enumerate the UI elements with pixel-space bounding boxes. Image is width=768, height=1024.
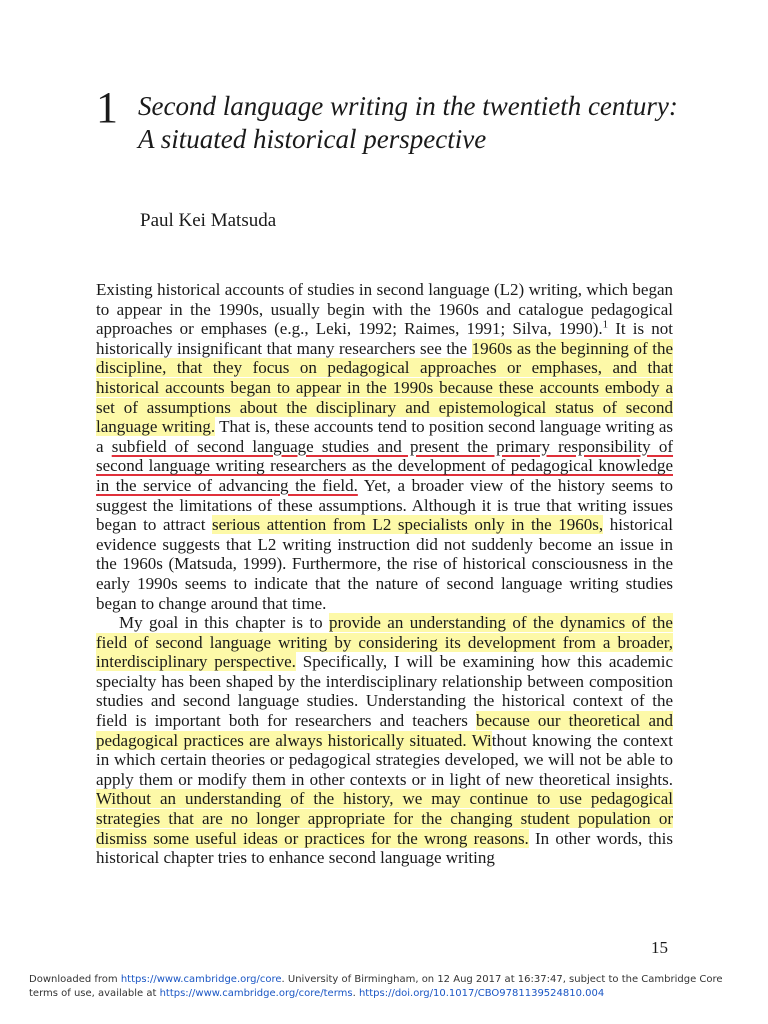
terms-link[interactable]: https://www.cambridge.org/core/terms	[159, 988, 353, 999]
body-text	[96, 280, 673, 868]
paragraph-2: My goal in this chapter is to provide an understanding of the dynamics of the field of second language writing by considering its development from a broader, interdisciplinary perspective. Specifically, I will be examining how this academic specialty has been shaped by the interdisciplinary relationship between composition studies and second language studies. Understanding the historical context of the field is important both for researchers and teachers because our theoretical and pedagogical practices are always historically situated. Without knowing the context in which certain theories or pedagogical strategies developed, we will not be able to apply them or modify them in other contexts or in light of new theoretical insights. Without an understanding of the history, we may continue to use pedagogical strategies that are no longer appropriate for the changing student population or dismiss some useful ideas or practices for the wrong reasons. In other words, this historical chapter tries to enhance second language writing	[96, 613, 673, 868]
highlight: because our theoretical and pedagogical practices are always historically situated. Wi	[96, 711, 673, 750]
footnote-marker[interactable]: 1	[602, 318, 609, 331]
download-footer: Downloaded from https://www.cambridge.org/core. University of Birmingham, on 12 Aug 2017 at 16:37:47, subject to the Cambridge Core terms of use, available at https://www.cambridge.org/core/terms. https://doi.org/10.1017/CBO9781139524810.004	[29, 974, 723, 999]
highlight: provide an understanding of the dynamics of the field of second language writing by considering its development from a broader, interdisciplinary perspective.	[96, 613, 673, 672]
doi-link[interactable]: https://doi.org/10.1017/CBO9781139524810.004	[358, 988, 605, 999]
author-name: Paul Kei Matsuda	[140, 210, 277, 231]
paragraph-1: Existing historical accounts of studies in second language (L2) writing, which began to appear in the 1990s, usually begin with the 1960s and catalogue pedagogical approaches or emphases (e.g., Leki, 1992; Raimes, 1991; Silva, 1990).$^1$ It is not historically insignificant that many researchers see the 1960s as the beginning of the discipline, that they focus on pedagogical approaches or emphases, and that historical accounts began to appear in the 1990s because these accounts embody a set of assumptions about the disciplinary and epistemological status of second language writing. That is, these accounts tend to position second language writing as a subfield of second language studies and present the primary responsibility of second language writing researchers as the development of pedagogical knowledge in the service of advancing the field. Yet, a broader view of the history seems to suggest the limitations of these assumptions. Although it is true that writing issues began to attract serious attention from L2 specialists only in the 1960s, historical evidence suggests that L2 writing instruction did not suddenly become an issue in the 1960s (Matsuda, 1999). Furthermore, the rise of historical consciousness in the early 1990s seems to indicate that the nature of second language writing studies began to change around that time.	[96, 280, 674, 613]
cambridge-core-link[interactable]: https://www.cambridge.org/core	[120, 974, 282, 985]
page-number: 15	[651, 938, 668, 957]
highlight: 1960s as the beginning of the discipline, that they focus on pedagogical approaches or emphases, and that historical accounts began to appear in the 1990s because these accounts embody a set of assumptions about the disciplinary and epistemological status of second language writing.	[96, 338, 673, 437]
highlight: serious attention from L2 specialists only in the 1960s,	[212, 515, 604, 535]
chapter-title: Second language writing in the twentieth century: A situated historical perspective	[138, 91, 678, 154]
highlight: Without an understanding of the history, we may continue to use pedagogical strategies that are no longer appropriate for the changing student population or dismiss some useful ideas or practices for the wrong reasons.	[96, 789, 673, 848]
underline-annotation: subfield of second language studies and present the primary responsibility of second language writing researchers as the development of pedagogical knowledge in the service of advancing the field.	[96, 436, 674, 495]
chapter-number: 1	[96, 83, 118, 132]
